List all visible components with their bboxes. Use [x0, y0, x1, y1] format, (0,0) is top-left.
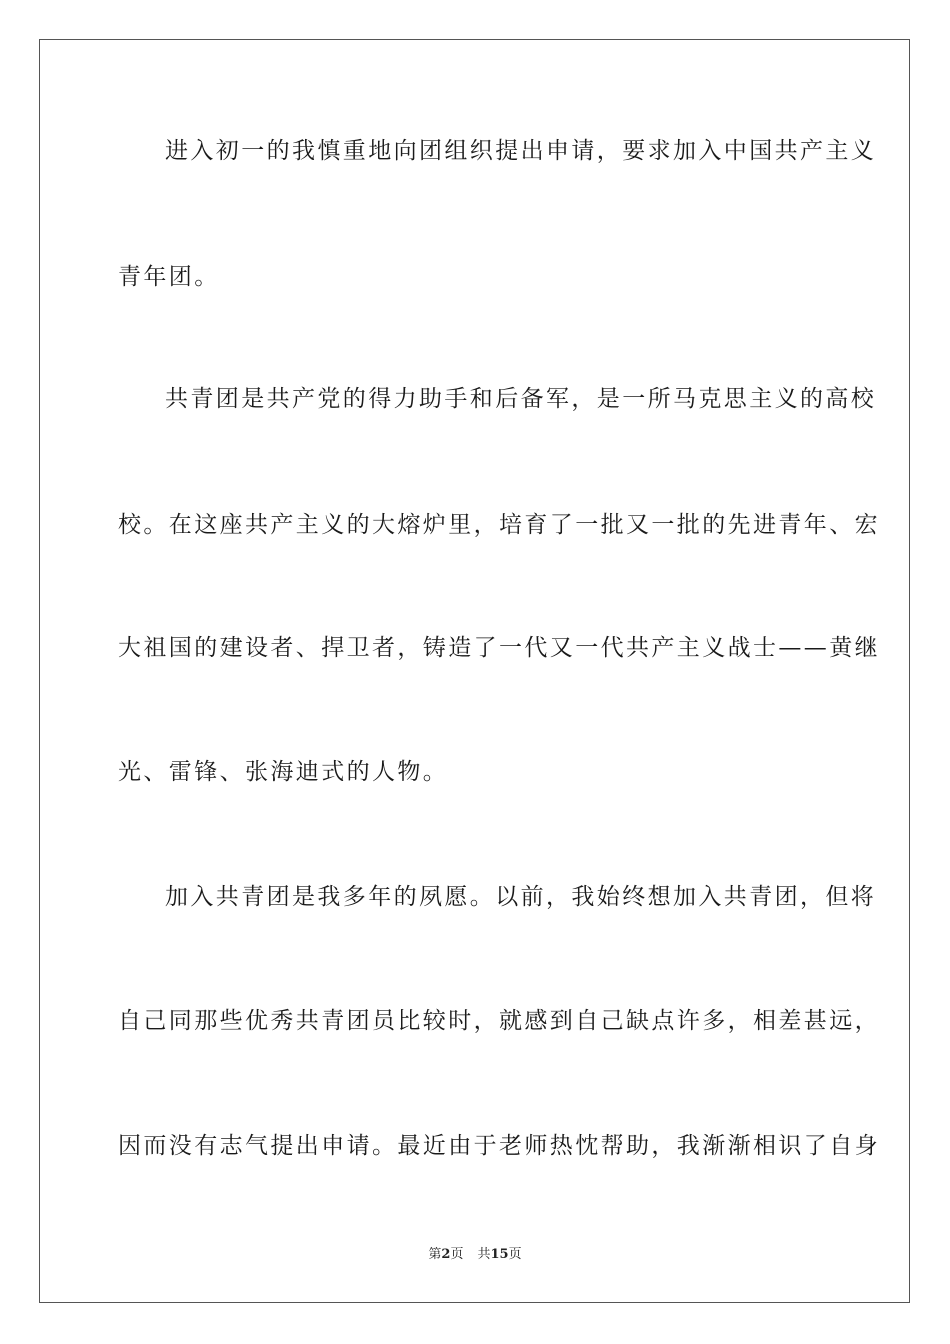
page-label-prefix: 第 [428, 1247, 442, 1262]
paragraph-line: 大祖国的建设者、捍卫者，铸造了一代又一代共产主义战士——黄继 [118, 635, 880, 661]
total-label-suffix: 页 [508, 1247, 522, 1262]
page-label-suffix: 页 [450, 1247, 464, 1262]
paragraph-line: 光、雷锋、张海迪式的人物。 [118, 759, 449, 785]
paragraph-line: 进入初一的我慎重地向团组织提出申请，要求加入中国共产主义 [165, 138, 877, 164]
page-number: 2 [441, 1247, 451, 1262]
paragraph-line: 校。在这座共产主义的大熔炉里，培育了一批又一批的先进青年、宏 [118, 512, 880, 538]
total-pages: 15 [490, 1247, 509, 1262]
paragraph-line: 加入共青团是我多年的夙愿。以前，我始终想加入共青团，但将 [165, 884, 877, 910]
page-frame [39, 39, 910, 1303]
page-footer [0, 1246, 950, 1264]
paragraph-line: 共青团是共产党的得力助手和后备军，是一所马克思主义的高校 [165, 386, 877, 412]
paragraph-line: 自己同那些优秀共青团员比较时，就感到自己缺点许多，相差甚远， [118, 1008, 880, 1034]
total-label-prefix: 共 [477, 1247, 491, 1262]
paragraph-line: 青年团。 [118, 264, 220, 290]
paragraph-line: 因而没有志气提出申请。最近由于老师热忱帮助，我渐渐相识了自身 [118, 1133, 880, 1159]
